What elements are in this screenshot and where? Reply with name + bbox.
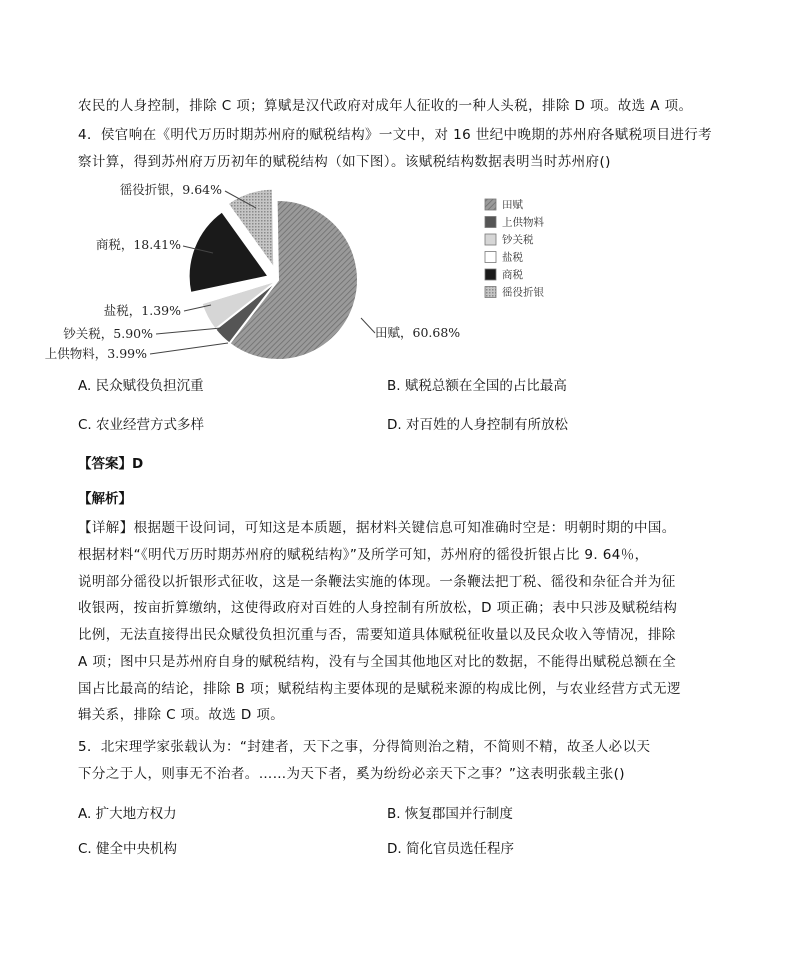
legend-group [485, 198, 544, 299]
slice-label: 上供物料，3.99% [44, 346, 147, 361]
question-4-line-1: 4．侯官响在《明代万历时期苏州府的赋税结构》一文中，对 16 世纪中晚期的苏州府各赋税项目进行考 [78, 127, 713, 143]
slice-label: 徭役折银，9.64% [119, 182, 222, 197]
analysis-line: A 项；图中只是苏州府自身的赋税结构，没有与全国其他地区对比的数据，不能得出赋税总额在全 [78, 654, 677, 670]
q5-option-c[interactable]: C. 健全中央机构 [78, 841, 178, 857]
legend-swatch [485, 199, 496, 210]
q4-option-d[interactable]: D. 对百姓的人身控制有所放松 [387, 417, 568, 433]
question-4-line-2: 察计算，得到苏州府万历初年的赋税结构（如下图）。该赋税结构数据表明当时苏州府() [78, 154, 611, 170]
legend-label: 商税 [502, 269, 523, 281]
legend-label: 徭役折银 [502, 286, 544, 299]
analysis-line: 辑关系，排除 C 项。故选 D 项。 [78, 707, 285, 723]
q5-option-b[interactable]: B. 恢复郡国并行制度 [387, 806, 513, 822]
q4-option-b[interactable]: B. 赋税总额在全国的占比最高 [387, 378, 567, 394]
q5-option-a[interactable]: A. 扩大地方权力 [78, 806, 177, 822]
question-5-line-2: 下分之于人，则事无不治者。……为天下者，奚为纷纷必亲天下之事？”这表明张载主张() [78, 766, 625, 782]
tax-structure-pie-chart [44, 178, 578, 373]
analysis-line: 【详解】根据题干设问词，可知这是本质题，据材料关键信息可知准确时空是：明朝时期的中国。 [78, 520, 676, 536]
legend-label: 钞关税 [502, 234, 534, 246]
legend-label: 盐税 [502, 251, 523, 264]
slice-label: 盐税，1.39% [103, 303, 181, 318]
legend-swatch [485, 252, 496, 263]
leader-line [361, 318, 375, 333]
pie-group [189, 189, 358, 360]
legend-swatch [485, 287, 496, 298]
text-line-top: 农民的人身控制，排除 C 项；算赋是汉代政府对成年人征收的一种人头税，排除 D 项。故选 A 项。 [78, 98, 693, 114]
question-5-line-1: 5．北宋理学家张载认为：“封建者，天下之事，分得简则治之精，不简则不精，故圣人必以天 [78, 739, 651, 755]
analysis-label: 【解析】 [78, 491, 132, 507]
leader-line [156, 328, 221, 334]
legend-swatch [485, 269, 496, 280]
slice-label: 商税，18.41% [95, 237, 181, 252]
q5-option-d[interactable]: D. 简化官员选任程序 [387, 841, 514, 857]
analysis-line: 收银两，按亩折算缴纳，这使得政府对百姓的人身控制有所放松，D 项正确；表中只涉及赋税结构 [78, 600, 678, 616]
legend-swatch [485, 234, 496, 245]
leader-line [150, 343, 228, 354]
analysis-line: 国占比最高的结论，排除 B 项；赋税结构主要体现的是赋税来源的构成比例，与农业经营方式无逻 [78, 681, 681, 697]
legend-label: 上供物料 [502, 216, 544, 229]
legend-swatch [485, 217, 496, 228]
answer-label: 【答案】D [78, 456, 144, 472]
analysis-line: 比例，无法直接得出民众赋役负担沉重与否，需要知道具体赋税征收量以及民众收入等情况，排除 [78, 627, 676, 643]
slice-label: 田赋，60.68% [375, 325, 461, 340]
q4-option-a[interactable]: A. 民众赋役负担沉重 [78, 378, 204, 394]
q4-option-c[interactable]: C. 农业经营方式多样 [78, 417, 205, 433]
slice-label: 钞关税，5.90% [63, 326, 153, 341]
legend-label: 田赋 [502, 199, 523, 211]
analysis-line: 根据材料“《明代万历时期苏州府的赋税结构》”及所学可知，苏州府的徭役折银占比 9. 64％， [78, 547, 649, 563]
analysis-line: 说明部分徭役以折银形式征收，这是一条鞭法实施的体现。一条鞭法把丁税、徭役和杂征合并为征 [78, 574, 676, 590]
